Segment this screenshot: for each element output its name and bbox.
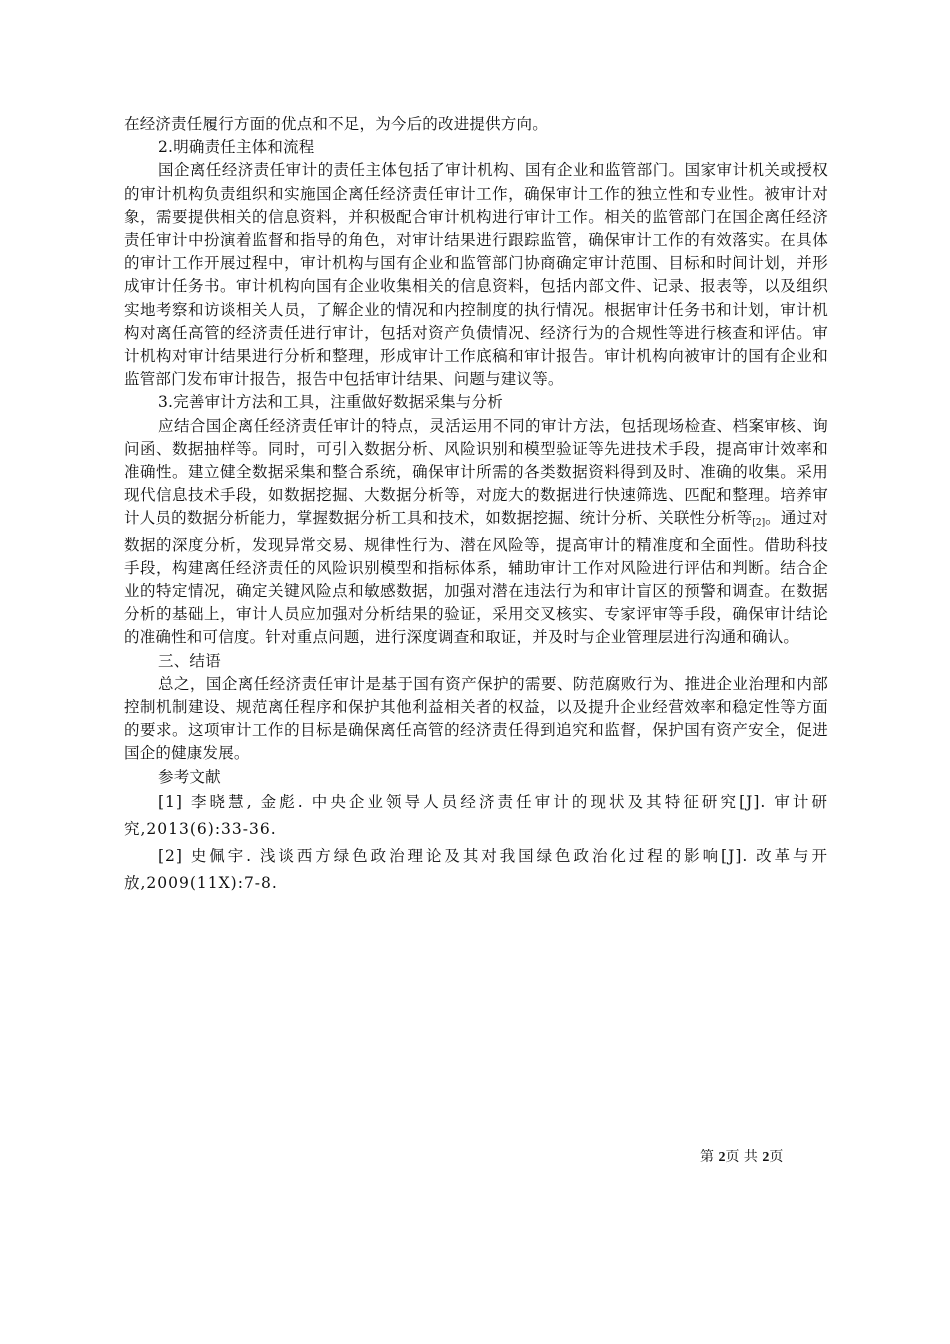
footer-mid: 页 共 <box>725 1149 758 1165</box>
citation-marker: [2] <box>752 518 766 529</box>
paragraph-methods-part1: 应结合国企离任经济责任审计的特点，灵活运用不同的审计方法，包括现场检查、档案审核、询问函、数据抽样等。同时，可引入数据分析、风险识别和模型验证等先进技术手段，提高审计效率和准确性。建立健全数据采集和整合系统，确保审计所需的各类数据资料得到及时、准确的收集。采用现代信息技术手段，如数据挖掘、大数据分析等，对庞大的数据进行快速筛选、匹配和整理。培养审计人员的数据分析能力，掌握数据分析工具和技术，如数据挖掘、统计分析、关联性分析等 <box>124 416 828 528</box>
footer-total-pages: 2 <box>762 1150 770 1165</box>
paragraph-continuation: 在经济责任履行方面的优点和不足，为今后的改进提供方向。 <box>124 115 548 133</box>
footer-suffix: 页 <box>769 1149 784 1165</box>
paragraph-methods <box>124 415 828 650</box>
footer-prefix: 第 <box>700 1149 714 1165</box>
footer-page-number: 2 <box>718 1150 726 1165</box>
references-list <box>124 789 828 897</box>
reference-item: [2] 史佩宇. 浅谈西方绿色政治理论及其对我国绿色政治化过程的影响[J]. 改革与开放,2009(11X):7-8. <box>124 846 828 892</box>
paragraph-responsibility: 国企离任经济责任审计的责任主体包括了审计机构、国有企业和监管部门。国家审计机关或授权的审计机构负责组织和实施国企离任经济责任审计工作，确保审计工作的独立性和专业性。被审计对象，需要提供相关的信息资料，并积极配合审计机构进行审计工作。相关的监管部门在国企离任经济责任审计中扮演着监督和指导的角色，对审计结果进行跟踪监管，确保审计工作的有效落实。在具体的审计工作开展过程中，审计机构与国有企业和监管部门协商确定审计范围、目标和时间计划，并形成审计任务书。审计机构向国有企业收集相关的信息资料，包括内部文件、记录、报表等，以及组织实地考察和访谈相关人员，了解企业的情况和内控制度的执行情况。根据审计任务书和计划，审计机构对离任高管的经济责任进行审计，包括对资产负债情况、经济行为的合规性等进行核查和评估。审计机构对审计结果进行分析和整理，形成审计工作底稿和审计报告。审计机构向被审计的国有企业和监管部门发布审计报告，报告中包括审计结果、问题与建议等。 <box>124 161 828 389</box>
references-heading: 参考文献 <box>158 767 221 786</box>
page-footer <box>700 1146 783 1166</box>
paragraph-conclusion: 总之，国企离任经济责任审计是基于国有资产保护的需要、防范腐败行为、推进企业治理和内部控制机制建设、规范离任程序和保护其他利益相关者的权益，以及提升企业经营效率和稳定性等方面的要求。这项审计工作的目标是确保离任高管的经济责任得到追究和监督，保护国有资产安全，促进国企的健康发展。 <box>124 674 828 763</box>
reference-item: [1] 李晓慧, 金彪. 中央企业领导人员经济责任审计的现状及其特征研究[J]. 审计研究,2013(6):33-36. <box>124 792 828 838</box>
paragraph-methods-part2: 。通过对数据的深度分析，发现异常交易、规律性行为、潜在风险等，提高审计的精准度和全面性。借助科技手段，构建离任经济责任的风险识别模型和指标体系，辅助审计工作对风险进行评估和判断。结合企业的特定情况，确定关键风险点和敏感数据，加强对潜在违法行为和审计盲区的预警和调查。在数据分析的基础上，审计人员应加强对分析结果的验证，采用交叉核实、专家评审等手段，确保审计结论的准确性和可信度。针对重点问题，进行深度调查和取证，并及时与企业管理层进行沟通和确认。 <box>124 509 828 647</box>
section-heading-2: 2.明确责任主体和流程 <box>158 138 315 157</box>
document-body <box>124 113 828 897</box>
section-heading-3: 3.完善审计方法和工具，注重做好数据采集与分析 <box>158 393 503 412</box>
section-heading-conclusion: 三、结语 <box>158 651 221 670</box>
